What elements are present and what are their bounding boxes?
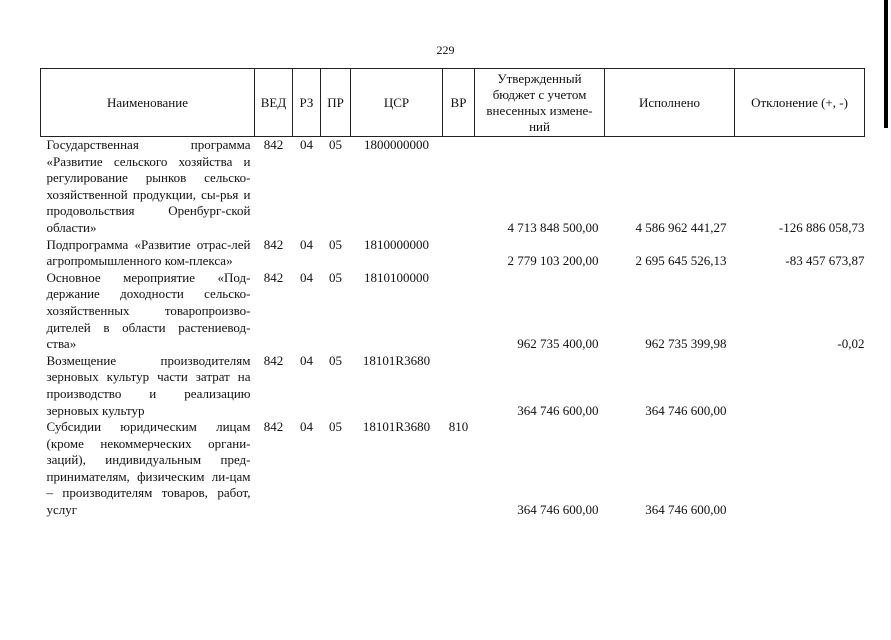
row-name: Государственная программа «Развитие сельского хозяйства и регулирование рынков сельско-хозяйственной продукции, сы-рья и продовольствия Оренбург-ской области» — [46, 137, 251, 235]
row-ved: 842 — [263, 269, 284, 285]
row-deviation: -0,02 — [837, 336, 865, 352]
header-name: Наименование — [41, 69, 255, 137]
row-ved: 842 — [263, 352, 284, 368]
row-pr: 05 — [329, 137, 342, 152]
row-pr: 05 — [329, 269, 342, 285]
row-budget: 4 713 848 500,00 — [507, 219, 599, 235]
row-csr: 18101R3680 — [362, 352, 431, 368]
header-ved: ВЕД — [255, 69, 293, 137]
table-row — [41, 237, 865, 270]
header-pr: ПР — [321, 69, 351, 137]
row-vr — [443, 237, 475, 270]
row-rz: 04 — [300, 419, 313, 435]
table-row — [41, 419, 865, 519]
row-ved: 842 — [263, 419, 284, 435]
row-executed: 962 735 399,98 — [645, 336, 727, 352]
page-number: 229 — [436, 43, 455, 57]
row-deviation: -83 457 673,87 — [785, 253, 865, 269]
row-name: Подпрограмма «Развитие отрас-лей агропромышленного ком-плекса» — [46, 236, 251, 269]
budget-table — [40, 68, 865, 519]
row-csr: 1810000000 — [364, 236, 429, 252]
row-pr: 05 — [329, 352, 342, 368]
header-executed: Исполнено — [605, 69, 735, 137]
row-csr: 1800000000 — [364, 137, 429, 152]
row-executed: 4 586 962 441,27 — [635, 219, 727, 235]
row-vr — [443, 137, 475, 237]
row-pr: 05 — [329, 236, 342, 252]
row-deviation — [735, 353, 865, 419]
row-executed: 364 746 600,00 — [645, 502, 727, 518]
row-executed: 364 746 600,00 — [645, 402, 727, 418]
row-ved: 842 — [263, 236, 284, 252]
row-rz: 04 — [300, 236, 313, 252]
table-row — [41, 137, 865, 237]
row-pr: 05 — [329, 419, 342, 435]
row-vr — [443, 270, 475, 353]
row-name: Возмещение производителям зерновых культур части затрат на производство и реализацию зерновых культур — [46, 352, 251, 418]
row-ved: 842 — [263, 137, 284, 152]
row-rz: 04 — [300, 352, 313, 368]
row-deviation — [735, 419, 865, 519]
row-vr — [443, 353, 475, 419]
row-csr: 1810100000 — [364, 269, 429, 285]
page-edge-line — [884, 0, 888, 128]
row-budget: 364 746 600,00 — [517, 402, 599, 418]
row-executed: 2 695 645 526,13 — [635, 253, 727, 269]
table-row — [41, 270, 865, 353]
table-header-row — [41, 69, 865, 137]
row-budget: 364 746 600,00 — [517, 502, 599, 518]
row-name: Основное мероприятие «Под-держание доходности сельско-хозяйственных товаропроизво-дителей в области растениевод-ства» — [46, 269, 251, 352]
header-rz: РЗ — [293, 69, 321, 137]
row-deviation: -126 886 058,73 — [778, 219, 865, 235]
header-vr: ВР — [443, 69, 475, 137]
row-rz: 04 — [300, 269, 313, 285]
header-deviation: Отклонение (+, -) — [735, 69, 865, 137]
header-budget: Утвержденный бюджет с учетом внесенных измене-ний — [475, 69, 605, 137]
row-csr: 18101R3680 — [362, 419, 431, 435]
row-budget: 2 779 103 200,00 — [507, 253, 599, 269]
row-rz: 04 — [300, 137, 313, 152]
row-vr: 810 — [448, 419, 469, 435]
row-budget: 962 735 400,00 — [517, 336, 599, 352]
table-row — [41, 353, 865, 419]
row-name: Субсидии юридическим лицам (кроме некоммерческих органи-заций), индивидуальным пред-принимателям, физическим ли-цам – производителям товаров, работ, услуг — [46, 419, 251, 518]
header-csr: ЦСР — [351, 69, 443, 137]
